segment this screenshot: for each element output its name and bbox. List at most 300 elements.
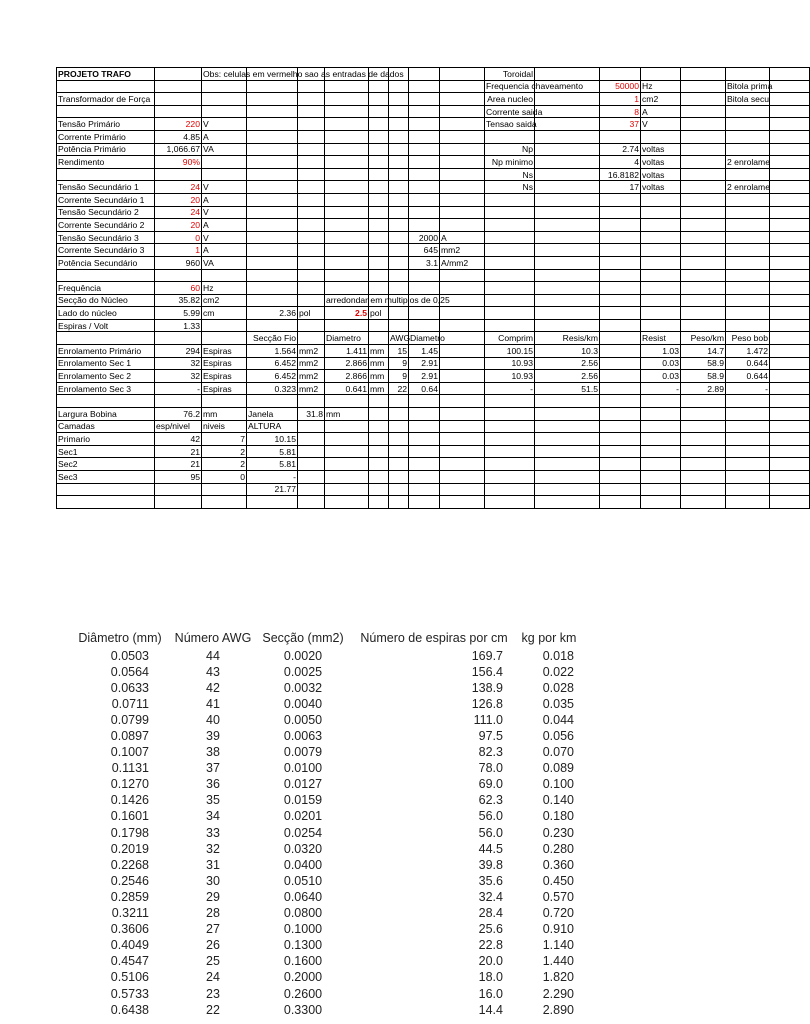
awg-row: [70, 793, 580, 809]
sheet-cell: [57, 483, 155, 496]
awg-row: [70, 761, 580, 777]
sheet-row: [57, 118, 810, 131]
sheet-cell: [440, 420, 485, 433]
sheet-cell: [369, 433, 389, 446]
sheet-row: [57, 168, 810, 181]
sheet-cell: [726, 269, 770, 282]
awg-cell: 0.089: [542, 761, 574, 776]
sheet-row: [57, 307, 810, 320]
sheet-cell: [681, 244, 726, 257]
sheet-cell: [440, 105, 485, 118]
sheet-cell: [726, 231, 770, 244]
awg-cell: 25: [206, 954, 220, 969]
sheet-cell: [726, 256, 770, 269]
sheet-cell: [770, 458, 810, 471]
sheet-cell: [641, 471, 681, 484]
sheet-cell: [389, 206, 409, 219]
sheet-cell: [440, 118, 485, 131]
sheet-cell: [298, 332, 325, 345]
sheet-cell: [440, 130, 485, 143]
sheet-cell: Espiras: [202, 345, 247, 358]
sheet-cell: [770, 395, 810, 408]
awg-cell: 2.290: [542, 986, 574, 1001]
sheet-cell: 2.56: [535, 357, 600, 370]
awg-cell: 69.0: [478, 777, 503, 792]
awg-row: [70, 938, 580, 954]
sheet-cell: 100.15: [485, 345, 535, 358]
awg-row: [70, 873, 580, 889]
sheet-cell: pol: [298, 307, 325, 320]
sheet-cell: [325, 168, 369, 181]
sheet-cell: [535, 496, 600, 509]
sheet-cell: [409, 420, 440, 433]
sheet-cell: [681, 93, 726, 106]
sheet-cell: cm: [202, 307, 247, 320]
sheet-cell: [535, 294, 600, 307]
awg-cell: 20.0: [478, 954, 503, 969]
sheet-cell: 9: [389, 357, 409, 370]
sheet-cell: [440, 496, 485, 509]
sheet-cell: [600, 445, 641, 458]
awg-cell: 32.4: [478, 889, 503, 904]
sheet-cell: [325, 231, 369, 244]
sheet-cell: [600, 68, 641, 81]
awg-cell: 25.6: [478, 922, 503, 937]
sheet-cell: [369, 332, 389, 345]
sheet-cell: 294: [155, 345, 202, 358]
sheet-cell: [325, 118, 369, 131]
sheet-cell: [369, 471, 389, 484]
sheet-cell: [369, 118, 389, 131]
sheet-cell: [535, 408, 600, 421]
awg-cell: 0.0799: [110, 712, 149, 727]
awg-cell: 0.3211: [111, 906, 149, 921]
sheet-cell: [641, 219, 681, 232]
sheet-cell: 2.36: [247, 307, 298, 320]
awg-cell: 0.056: [542, 729, 574, 744]
awg-header-row: [70, 629, 580, 648]
awg-cell: 0.3300: [283, 1002, 323, 1017]
sheet-cell: [298, 219, 325, 232]
sheet-cell: niveis: [202, 420, 247, 433]
sheet-cell: Ns: [485, 181, 535, 194]
awg-table-body: [70, 648, 580, 1018]
awg-cell: 56.0: [478, 825, 503, 840]
awg-cell: 33: [206, 825, 220, 840]
sheet-cell: V: [202, 181, 247, 194]
sheet-cell: [440, 433, 485, 446]
sheet-cell: Peso/km: [681, 332, 726, 345]
sheet-cell: [369, 143, 389, 156]
awg-row: [70, 986, 580, 1002]
sheet-row: [57, 294, 810, 307]
sheet-cell: [202, 156, 247, 169]
awg-cell: 0.720: [542, 906, 574, 921]
sheet-cell: [535, 445, 600, 458]
sheet-cell: 1.03: [641, 345, 681, 358]
sheet-cell: [155, 93, 202, 106]
sheet-cell: [389, 319, 409, 332]
sheet-cell: [57, 496, 155, 509]
sheet-cell: [535, 181, 600, 194]
sheet-cell: Toroidal: [485, 68, 535, 81]
sheet-cell: [247, 256, 298, 269]
awg-cell: 43: [206, 664, 220, 679]
awg-cell: 39.8: [478, 857, 503, 872]
awg-cell: 78.0: [478, 761, 503, 776]
sheet-cell: [389, 282, 409, 295]
awg-row: [70, 680, 580, 696]
sheet-cell: [298, 118, 325, 131]
sheet-cell: [325, 433, 369, 446]
sheet-cell: [726, 168, 770, 181]
sheet-cell: 960: [155, 256, 202, 269]
sheet-cell: [155, 395, 202, 408]
sheet-row: [57, 219, 810, 232]
sheet-cell: [600, 357, 641, 370]
sheet-cell: [325, 420, 369, 433]
sheet-cell: 645: [409, 244, 440, 257]
sheet-cell: [535, 193, 600, 206]
sheet-cell: [247, 80, 298, 93]
sheet-cell: [726, 319, 770, 332]
sheet-cell: Resis/km: [535, 332, 600, 345]
sheet-cell: [681, 471, 726, 484]
sheet-cell: [726, 105, 770, 118]
sheet-cell: [485, 307, 535, 320]
awg-cell: 37: [206, 761, 220, 776]
sheet-cell: [641, 408, 681, 421]
sheet-cell: [485, 244, 535, 257]
awg-row: [70, 922, 580, 938]
sheet-cell: [155, 332, 202, 345]
sheet-cell: 1.33: [155, 319, 202, 332]
awg-cell: 24: [206, 970, 220, 985]
sheet-cell: [600, 282, 641, 295]
sheet-cell: -: [641, 382, 681, 395]
awg-cell: 0.1270: [110, 777, 149, 792]
awg-cell: 0.0040: [283, 696, 323, 711]
sheet-cell: voltas: [641, 168, 681, 181]
sheet-cell: mm: [369, 370, 389, 383]
sheet-cell: [389, 395, 409, 408]
sheet-cell: 24: [155, 206, 202, 219]
sheet-cell: [440, 357, 485, 370]
sheet-cell: 76.2: [155, 408, 202, 421]
sheet-cell: Tensão Secundário 1: [57, 181, 155, 194]
sheet-cell: [57, 105, 155, 118]
sheet-cell: mm: [202, 408, 247, 421]
sheet-cell: [726, 118, 770, 131]
awg-row: [70, 825, 580, 841]
awg-row: [70, 712, 580, 728]
sheet-cell: 17: [600, 181, 641, 194]
sheet-cell: [369, 420, 389, 433]
sheet-cell: [641, 307, 681, 320]
awg-cell: 16.0: [478, 986, 503, 1001]
sheet-cell: [57, 80, 155, 93]
sheet-cell: [535, 269, 600, 282]
sheet-cell: [155, 105, 202, 118]
sheet-row: [57, 458, 810, 471]
sheet-cell: [369, 130, 389, 143]
sheet-cell: [325, 445, 369, 458]
awg-cell: 126.8: [471, 696, 503, 711]
sheet-cell: Frequencia chaveamento: [486, 81, 583, 92]
sheet-cell: [440, 168, 485, 181]
sheet-cell: [389, 231, 409, 244]
sheet-cell: [600, 458, 641, 471]
sheet-cell: 20: [155, 219, 202, 232]
sheet-cell: [726, 244, 770, 257]
sheet-row: [57, 231, 810, 244]
sheet-cell: [369, 256, 389, 269]
sheet-cell: [409, 408, 440, 421]
sheet-cell: [726, 282, 770, 295]
sheet-cell: Enrolamento Sec 2: [57, 370, 155, 383]
sheet-cell: 32: [155, 370, 202, 383]
sheet-cell: [409, 269, 440, 282]
sheet-cell: Area nucleo: [485, 93, 535, 106]
awg-cell: 0.044: [542, 712, 574, 727]
sheet-cell: 8: [600, 105, 641, 118]
sheet-cell: [600, 471, 641, 484]
awg-cell: 23: [206, 986, 220, 1001]
sheet-cell: [325, 269, 369, 282]
sheet-cell: [202, 319, 247, 332]
sheet-cell: [770, 118, 810, 131]
sheet-cell: [57, 395, 155, 408]
sheet-cell: [202, 80, 247, 93]
awg-cell: 36: [206, 777, 220, 792]
sheet-cell: [298, 206, 325, 219]
sheet-cell: 10.3: [535, 345, 600, 358]
sheet-cell: [681, 105, 726, 118]
sheet-cell: [641, 282, 681, 295]
sheet-cell: [681, 483, 726, 496]
sheet-cell: 32: [155, 357, 202, 370]
awg-cell: 0.910: [542, 922, 574, 937]
sheet-cell: [247, 269, 298, 282]
sheet-cell: [485, 130, 535, 143]
awg-cell: 0.6438: [110, 1002, 149, 1017]
sheet-row: [57, 433, 810, 446]
awg-cell: 0.1300: [283, 938, 323, 953]
sheet-cell: [535, 118, 600, 131]
sheet-cell: [298, 319, 325, 332]
sheet-cell: [389, 181, 409, 194]
sheet-cell: Hz: [641, 80, 681, 93]
sheet-cell: [485, 256, 535, 269]
sheet-cell: [600, 244, 641, 257]
sheet-cell: [325, 93, 369, 106]
sheet-cell: [247, 496, 298, 509]
awg-cell: 34: [206, 809, 220, 824]
sheet-cell: [298, 496, 325, 509]
sheet-cell: [389, 307, 409, 320]
sheet-cell: [325, 156, 369, 169]
sheet-cell: A: [202, 244, 247, 257]
sheet-cell: PROJETO TRAFO: [57, 68, 155, 81]
sheet-cell: [770, 445, 810, 458]
awg-cell: 0.0711: [111, 696, 149, 711]
sheet-cell: [681, 319, 726, 332]
awg-cell: 111.0: [473, 712, 503, 727]
sheet-cell: Resist: [641, 332, 681, 345]
awg-cell: 0.1131: [111, 761, 149, 776]
sheet-cell: [409, 118, 440, 131]
sheet-cell: [389, 219, 409, 232]
sheet-cell: [202, 332, 247, 345]
awg-cell: 0.2600: [283, 986, 323, 1001]
sheet-cell: 50000: [600, 80, 641, 93]
sheet-cell: [770, 206, 810, 219]
sheet-cell: [641, 256, 681, 269]
awg-cell: 2.890: [542, 1002, 574, 1017]
sheet-cell: Lado do núcleo: [57, 307, 155, 320]
sheet-cell: [535, 256, 600, 269]
sheet-cell: [409, 458, 440, 471]
sheet-cell: Ns: [485, 168, 535, 181]
sheet-cell: [389, 130, 409, 143]
sheet-cell: [535, 483, 600, 496]
sheet-cell: [369, 395, 389, 408]
sheet-cell: [641, 231, 681, 244]
awg-row: [70, 648, 580, 664]
sheet-cell: [325, 206, 369, 219]
sheet-cell: Frequência: [57, 282, 155, 295]
awg-cell: 0.0564: [110, 664, 149, 679]
sheet-cell: [770, 471, 810, 484]
sheet-cell: Bitola secu: [727, 93, 770, 104]
sheet-cell: [770, 483, 810, 496]
sheet-cell: Primario: [57, 433, 155, 446]
sheet-cell: [57, 168, 155, 181]
sheet-cell: A: [202, 219, 247, 232]
awg-cell: 0.1798: [110, 825, 149, 840]
sheet-cell: [155, 80, 202, 93]
sheet-cell: [641, 244, 681, 257]
sheet-cell: [485, 458, 535, 471]
sheet-cell: mm2: [298, 382, 325, 395]
sheet-cell: [535, 420, 600, 433]
sheet-cell: [409, 193, 440, 206]
sheet-cell: [681, 143, 726, 156]
sheet-cell: [641, 193, 681, 206]
sheet-cell: [600, 269, 641, 282]
sheet-cell: [726, 408, 770, 421]
sheet-cell: mm2: [298, 370, 325, 383]
sheet-cell: [298, 269, 325, 282]
sheet-cell: [641, 496, 681, 509]
sheet-row: [57, 408, 810, 421]
sheet-cell: [485, 231, 535, 244]
sheet-cell: Corrente Secundário 3: [57, 244, 155, 257]
sheet-row: [57, 256, 810, 269]
sheet-cell: 1.45: [409, 345, 440, 358]
sheet-cell: [369, 445, 389, 458]
sheet-cell: 2.89: [681, 382, 726, 395]
sheet-cell: [770, 307, 810, 320]
sheet-cell: [409, 445, 440, 458]
sheet-cell: [440, 319, 485, 332]
awg-cell: 35: [206, 793, 220, 808]
sheet-cell: [485, 420, 535, 433]
sheet-cell: Tensão Secundário 3: [57, 231, 155, 244]
sheet-cell: AWG: [390, 333, 411, 344]
sheet-cell: [298, 93, 325, 106]
awg-cell: 0.0503: [110, 648, 149, 663]
sheet-row: [57, 345, 810, 358]
sheet-cell: [770, 168, 810, 181]
sheet-cell: [389, 256, 409, 269]
sheet-cell: 37: [600, 118, 641, 131]
awg-row: [70, 970, 580, 986]
sheet-cell: Corrente saida: [486, 106, 543, 117]
sheet-cell: [770, 332, 810, 345]
sheet-cell: [641, 319, 681, 332]
sheet-cell: [440, 471, 485, 484]
sheet-cell: [369, 483, 389, 496]
sheet-row: [57, 445, 810, 458]
sheet-row: [57, 282, 810, 295]
sheet-cell: [726, 130, 770, 143]
sheet-cell: 16.8182: [600, 168, 641, 181]
sheet-cell: 1.411: [325, 345, 369, 358]
sheet-cell: ALTURA: [247, 420, 298, 433]
sheet-cell: [600, 483, 641, 496]
sheet-cell: 95: [155, 471, 202, 484]
sheet-cell: [389, 244, 409, 257]
sheet-row: [57, 370, 810, 383]
awg-cell: 0.018: [542, 648, 574, 663]
sheet-cell: 2.74: [600, 143, 641, 156]
sheet-cell: [485, 219, 535, 232]
sheet-cell: [389, 143, 409, 156]
sheet-cell: 35.82: [155, 294, 202, 307]
sheet-cell: 5.99: [155, 307, 202, 320]
awg-cell: 22: [206, 1002, 220, 1017]
sheet-cell: [298, 458, 325, 471]
sheet-cell: [600, 433, 641, 446]
awg-column-header: Número de espiras por cm: [360, 631, 508, 645]
sheet-cell: [325, 458, 369, 471]
sheet-row: [57, 483, 810, 496]
sheet-cell: [535, 130, 600, 143]
awg-cell: 0.450: [542, 873, 574, 888]
sheet-cell: 0.03: [641, 357, 681, 370]
sheet-cell: Rendimento: [57, 156, 155, 169]
sheet-cell: 0.644: [726, 370, 770, 383]
sheet-cell: 2.91: [409, 370, 440, 383]
sheet-cell: [298, 483, 325, 496]
sheet-cell: [726, 143, 770, 156]
sheet-cell: [440, 193, 485, 206]
sheet-cell: 22: [389, 382, 409, 395]
sheet-cell: [325, 105, 369, 118]
sheet-cell: Hz: [202, 282, 247, 295]
sheet-cell: [247, 206, 298, 219]
sheet-cell: [535, 458, 600, 471]
sheet-cell: [485, 206, 535, 219]
sheet-cell: [440, 382, 485, 395]
sheet-cell: [440, 307, 485, 320]
sheet-cell: [600, 408, 641, 421]
sheet-cell: [247, 168, 298, 181]
sheet-cell: [440, 345, 485, 358]
sheet-cell: [298, 143, 325, 156]
awg-cell: 0.2859: [110, 889, 149, 904]
